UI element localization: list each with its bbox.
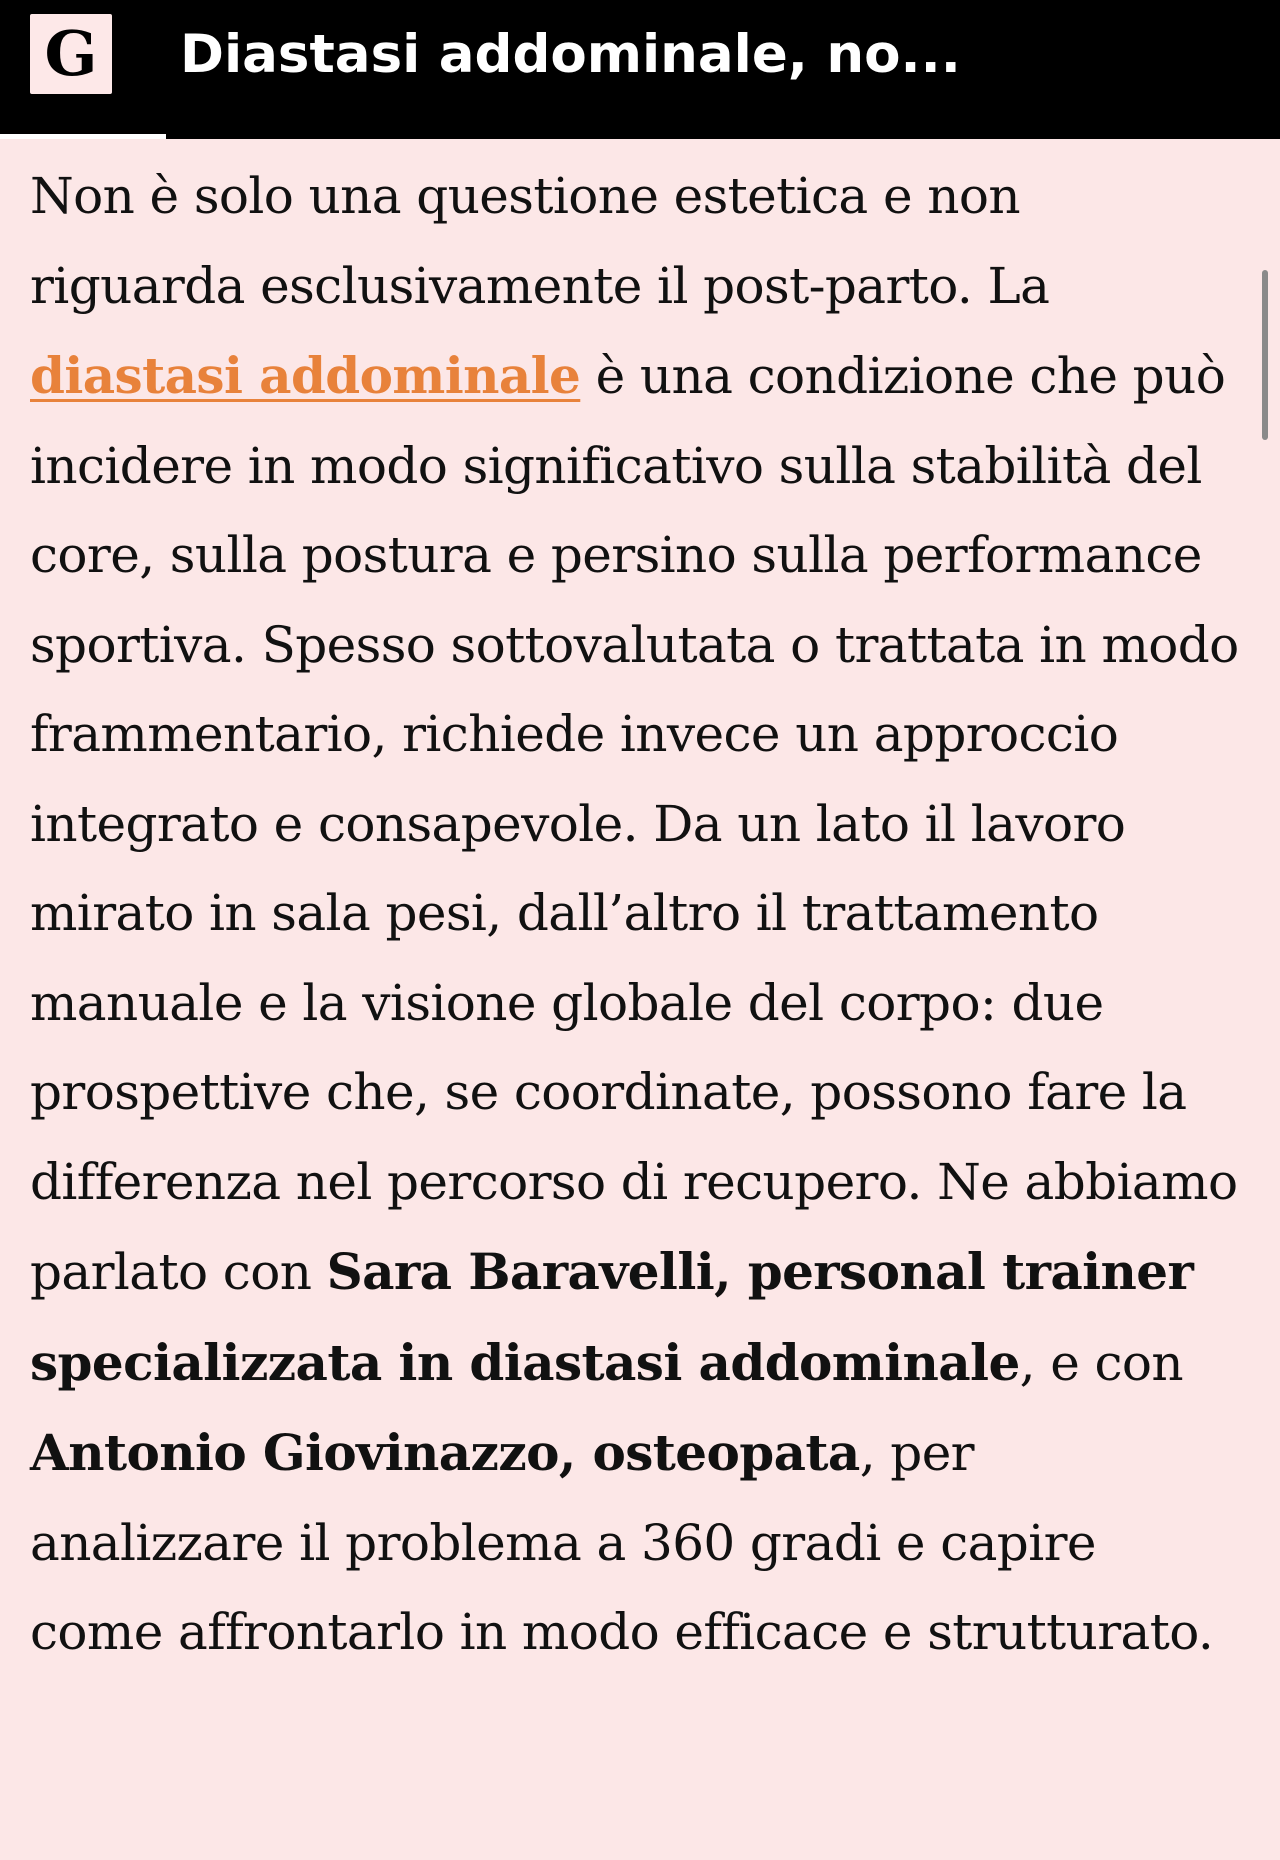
top-bar [0,0,1280,134]
scrollbar-thumb[interactable] [1262,270,1268,440]
bold-antonio-giovinazzo: Antonio Giovinazzo, osteopata [30,1423,860,1482]
article-text: , e con [1019,1333,1184,1392]
page-title: Diastasi addominale, no... [180,24,961,85]
article-text: Non è solo una questione estetica e non riguarda esclusivamente il post-parto. La [30,167,1050,315]
bold-sara-baravelli: Sara Baravelli, personal trainer specializzata in diastasi addominale [30,1242,1194,1392]
logo-letter: G [44,17,98,90]
logo[interactable] [30,14,112,94]
reading-progress-fill [0,134,166,139]
article-text: , per analizzare il problema a 360 gradi e capire come affrontarlo in modo efficace e strutturato. [30,1424,1214,1661]
article-text: è una condizione che può incidere in modo significativo sulla stabilità del core, sulla postura e persino sulla performance sportiva. Spesso sottovalutata o trattata in modo frammentario, richiede invece un approccio integrato e consapevole. Da un lato il lavoro mirato in sala pesi, dall’altro il trattamento manuale e la visione globale del corpo: due prospettive che, se coordinate, possono fare la differenza nel percorso di recupero. Ne abbiamo parlato con [30,347,1239,1301]
article-paragraph [30,152,1240,1678]
diastasi-link[interactable]: diastasi addominale [30,346,581,405]
reading-progress-bar [0,134,1280,139]
